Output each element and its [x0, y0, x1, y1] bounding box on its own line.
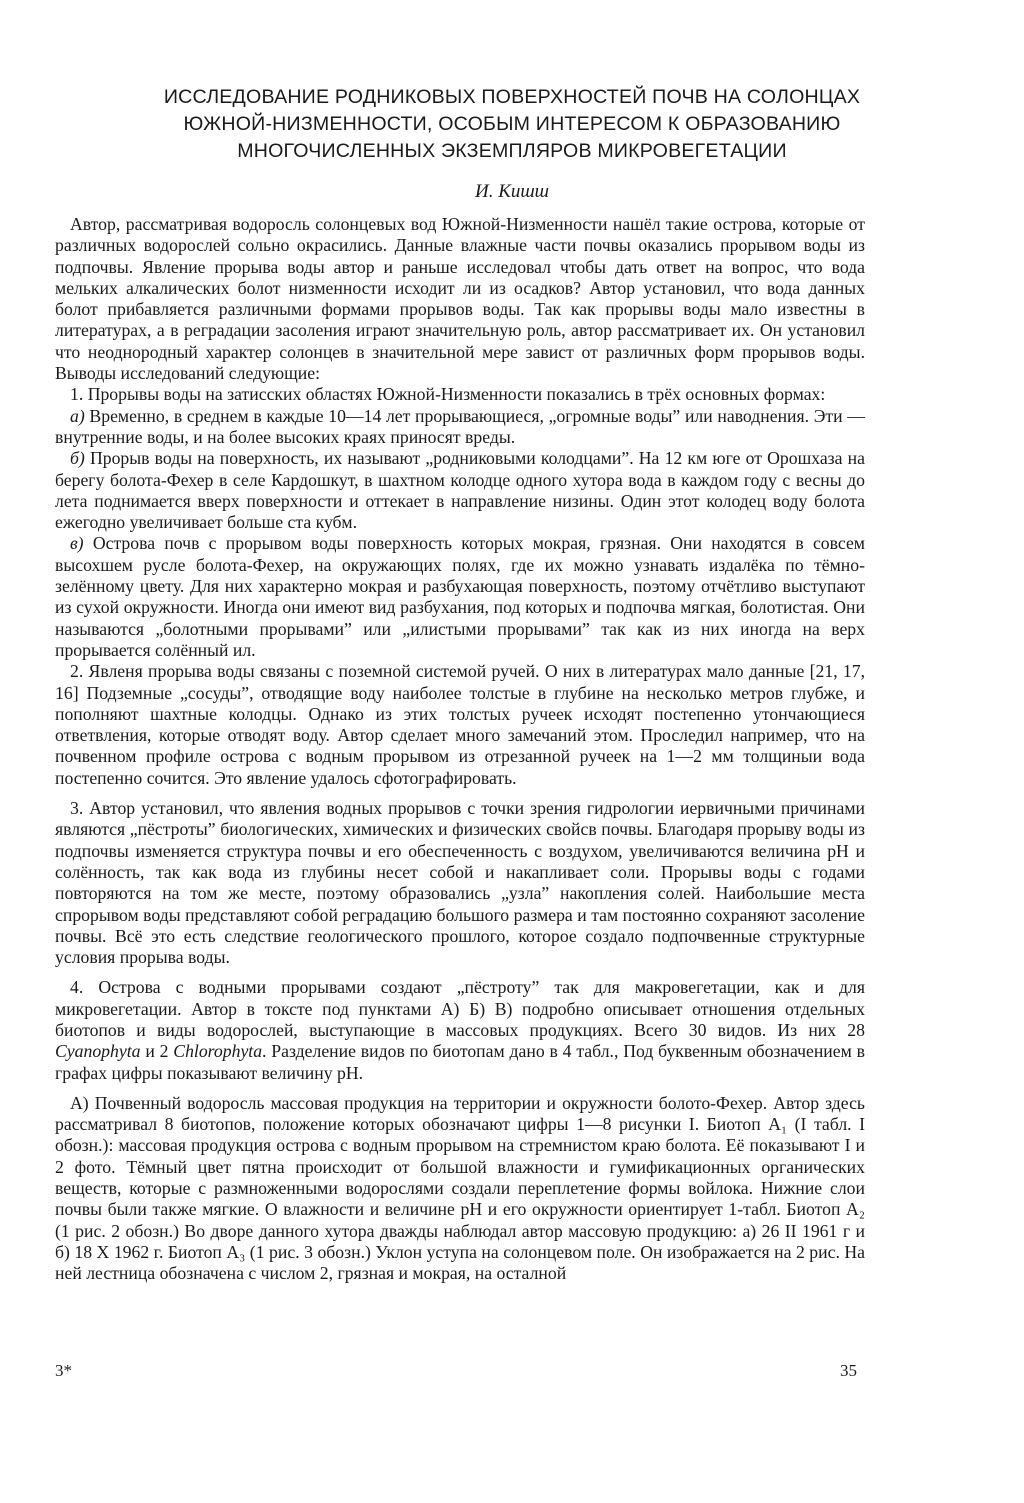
title-line: ИССЛЕДОВАНИЕ РОДНИКОВЫХ ПОВЕРХНОСТЕЙ ПОЧВ НА СОЛОНЦАХ [163, 86, 861, 108]
list-item-1: 1. Прорывы воды на затисских областях Южной-Низменности показались в трёх основных формах: [70, 384, 826, 405]
author-name: И. Кишш [474, 181, 550, 202]
list-item-2: 2. Явленя прорыва воды связаны с поземной системой ручей. О них в литературах мало данные [21, 17, 16] Подземные „сосуды”, отводящие воду наиболее толстые в глубине на несколько метров глубже, и пополняют шахтные колодцы. Однако из этих толстых ручеек исходят постепенно утончающиеся ответвления, которые отводят воду. Автор сделает много замечаний этом. Проследил например, что на почвенном профиле острова с водным прорывом из отрезанной ручеек на 1—2 мм толщиныи вода постепенно сочится. Это явление удалось сфотографировать. [55, 661, 865, 788]
item-text: 4. Острова с водными прорывами создают „пёстроту” так для макровегетации, как и для микровегетации. Автор в токсте под пунктами А) Б) В) подробно описывает отношения отдельных биотопов и виды водорослей, выступающие в массовых продукциях. Всего 30 видов. Из них 28 [55, 977, 865, 1040]
abstract-paragraph: Автор, рассматривая водоросль солонцевых вод Южной-Низменности нашёл такие острова, которые от различных водорослей сольно окрасились. Данные влажные части почвы оказались прорывом воды из подпочвы. Явление прорыва воды автор и раньше исследовал чтобы дать ответ на вопрос, что вода мельких алкалических болот низменности исходит ли из осадков? Автор установил, что вода данных болот прибавляется различными формами прорывов воды. Так как прорывы воды мало известны в литературах, а в реградации засоления играют значительную роль, автор рассматривает их. Он установил что неоднородный характер солонцев в значительной мере завист от различных форм прорывов воды. Выводы исследований следующие: [55, 214, 865, 384]
list-marker: а) [70, 405, 85, 426]
sub-item-text: Прорыв воды на поверхность, их называют „родниковыми колодцами”. На 12 км юге от Орошхаза на берегу болота-Фехер в селе Кардошкут, в шахтном колодце одного хутора вода в каждом году с весны до лета поднимается вверх поверхности и оттекает в направление низины. Один этот колодец воду болота ежегодно увеличивает больше ста кубм. [55, 448, 865, 533]
title-line: ЮЖНОЙ-НИЗМЕННОСТИ, ОСОБЫМ ИНТЕРЕСОМ К ОБРАЗОВАНИЮ [183, 113, 841, 135]
sub-item-b [55, 448, 865, 533]
sub-item-text: Временно, в среднем в каждые 10—14 лет прорывающиеся, „огромные воды” или наводнения. Эти — внутренние воды, и на более высоких краях приносят вреды. [55, 405, 865, 447]
sub-item-c [55, 533, 865, 661]
sub-item-text: Острова почв с прорывом воды поверхность которых мокрая, грязная. Они находятся в совсем высохшем русле болота-Фехер, на окружающих полях, где их можно узнавать издалёка по тёмно-зелённому цвету. Для них характерно мокрая и разбухающая поверхность, поэтому отчётливо выступают из сухой окружности. Иногда они имеют вид разбухания, под которых и подпочва мягкая, болотистая. Они называются „болотными прорывами” или „илистыми прорывами” так как из них иногда на верх прорывается солённый ил. [55, 533, 865, 660]
article-title [40, 84, 984, 165]
species-name: Cyanophyta [55, 1041, 141, 1062]
list-marker: б) [70, 448, 85, 469]
list-marker: в) [70, 533, 84, 554]
item-text: . Разделение видов по биотопам дано в 4 табл., Под буквенным обозначением в графах цифры показывают величину pH. [55, 1041, 865, 1083]
list-item-4 [55, 977, 865, 1083]
title-line: МНОГОЧИСЛЕННЫХ ЭКЗЕМПЛЯРОВ МИКРОВЕГЕТАЦИИ [237, 140, 787, 162]
page-number: 35 [840, 1361, 857, 1380]
list-item-3: 3. Автор установил, что явления водных прорывов с точки зрения гидрологии иервичными причинами являются „пёстроты” биологических, химических и физических свойсв почвы. Благодаря прорыву воды из подпочвы изменяется структура почвы и его обеспеченность с воздухом, увеличиваются величина pH и солённость, так как вода из глубины несет собой и накапливает соли. Прорывы воды с годами повторяются на том же месте, поэтому образовались „узла” накопления солей. Наибольшие места спрорывом воды представляют собой реградацию большого размера и там постоянно сохраняют засоление почвы. Всё это есть следствие геологического прошлого, которое создало подпочвенные структурные условия прорыва воды. [55, 798, 865, 968]
species-name: Chlorophyta [173, 1041, 263, 1062]
signature-mark: 3* [55, 1361, 72, 1380]
section-a-paragraph: А) Почвенный водоросль массовая продукция на территории и окружности болото-Фехер. Автор здесь рассматривал 8 биотопов, положение которых обозначают цифры 1—8 рисунки I. Биотоп A₁ (I табл. I обозн.): массовая продукция острова с водным прорывом на стремнистом краю болота. Её показывают I и 2 фото. Тёмный цвет пятна происходит от большой влажности и гумификационных органических веществ, которые с размноженными водорослями создали переплетение формы войлока. Нижние слои почвы были также мягкие. О влажности и величине pH и его окружности ориентирует 1-табл. Биотоп A₂ (1 рис. 2 обозн.) Во дворе данного хутора дважды наблюдал автор массовую продукцию: а) 26 II 1961 г и б) 18 X 1962 г. Биотоп A₃ (1 рис. 3 обозн.) Уклон уступа на солонцевом поле. Он изображается на 2 рис. На ней лестница обозначена с числом 2, грязная и мокрая, на осталной [55, 1092, 865, 1284]
item-text: и 2 [145, 1041, 169, 1062]
sub-item-a [55, 406, 865, 449]
article-body [55, 214, 865, 1285]
